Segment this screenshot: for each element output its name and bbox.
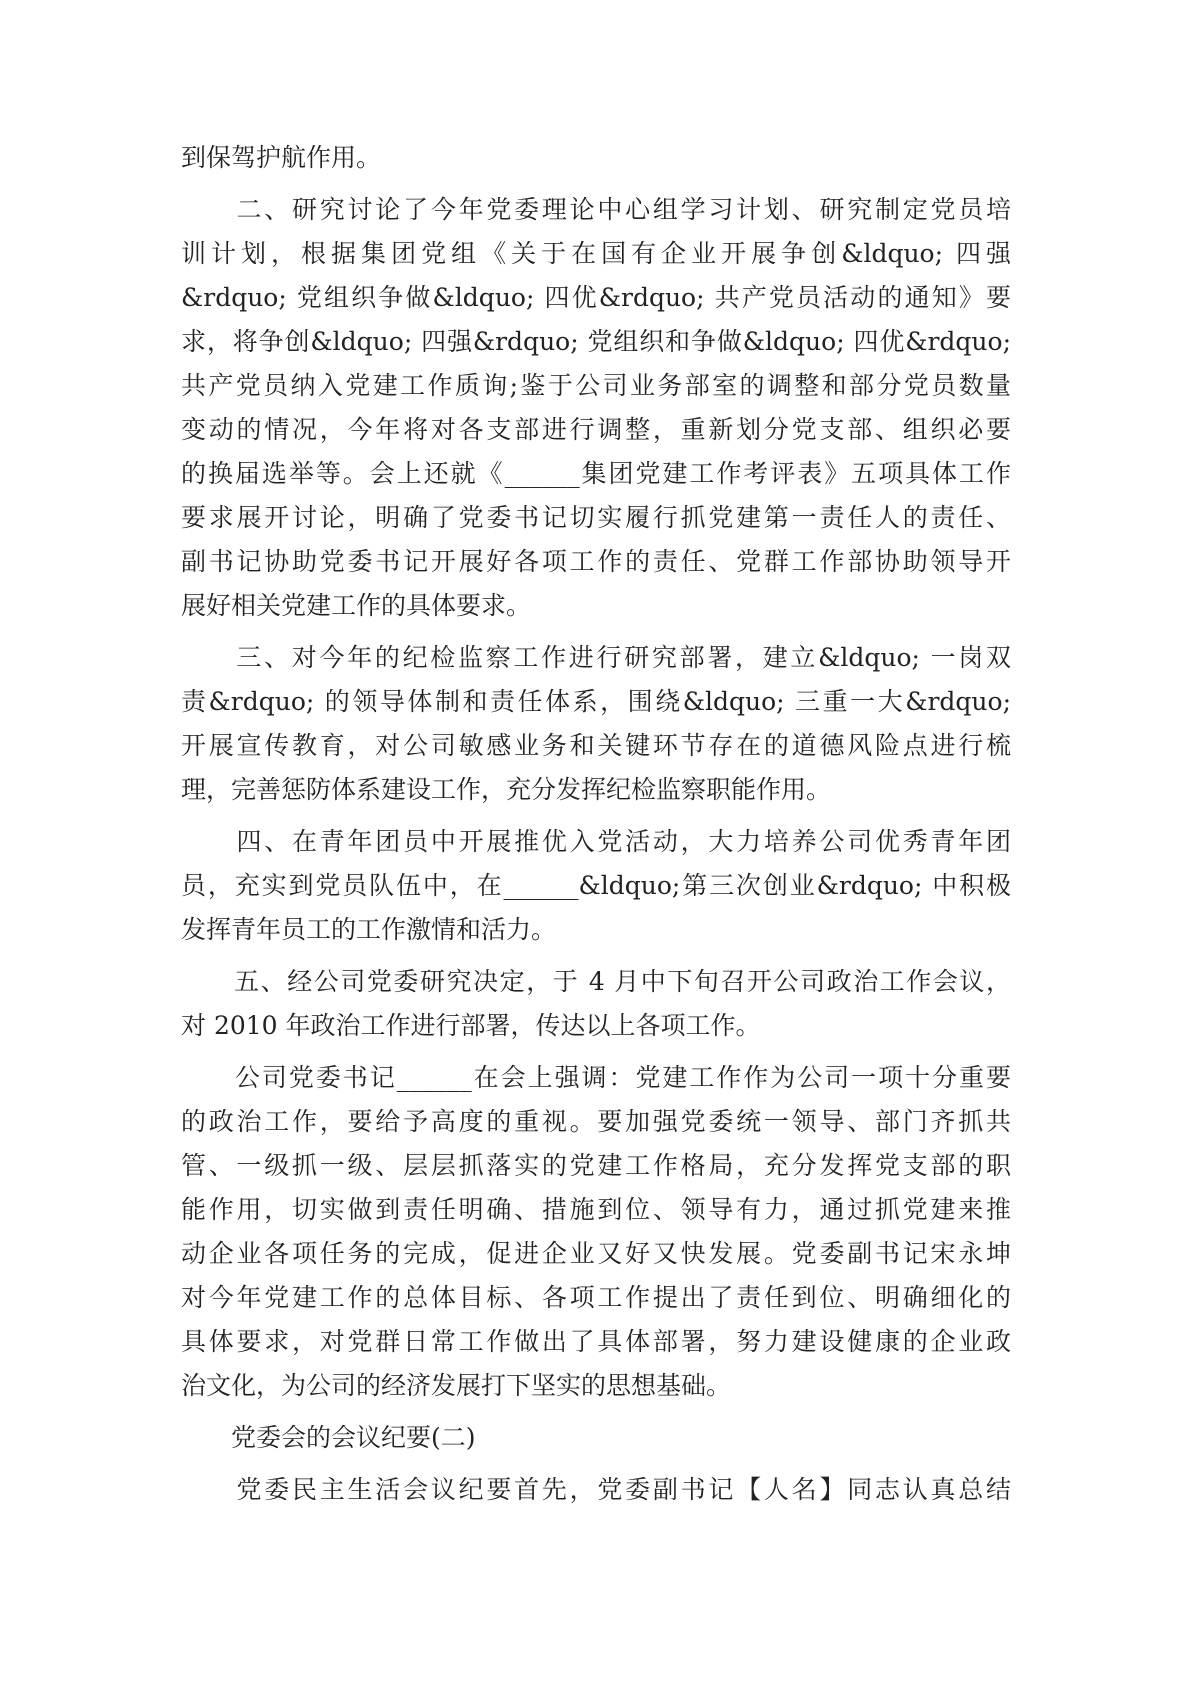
text-line: 展好相关党建工作的具体要求。 — [181, 591, 532, 620]
paragraph-gap — [181, 812, 1011, 820]
text-line: 五、经公司党委研究决定，于 4 月中下旬召开公司政治工作会议， — [181, 967, 1011, 996]
text-line: 治文化，为公司的经济发展打下坚实的思想基础。 — [181, 1371, 732, 1400]
text-line: 对今年党建工作的总体目标、各项工作提出了责任到位、明确细化的 — [181, 1283, 1011, 1312]
text-line: 共产党员纳入党建工作质询;鉴于公司业务部室的调整和部分党员数量 — [181, 371, 1011, 400]
paragraph-gap — [181, 952, 1011, 960]
text-line: 要求展开讨论，明确了党委书记切实履行抓党建第一责任人的责任、 — [181, 503, 1011, 532]
text-line: 副书记协助党委书记开展好各项工作的责任、党群工作部协助领导开 — [181, 547, 1011, 576]
paragraph-gap — [181, 628, 1011, 636]
text-line: 责&rdquo; 的领导体制和责任体系，围绕&ldquo; 三重一大&rdquo; — [181, 687, 1011, 716]
text-line: 公司党委书记______在会上强调：党建工作作为公司一项十分重要 — [181, 1063, 1011, 1092]
document-body — [181, 136, 1011, 1512]
text-line: 训计划，根据集团党组《关于在国有企业开展争创&ldquo; 四强 — [181, 239, 1011, 268]
text-line: 变动的情况，今年将对各支部进行调整，重新划分党支部、组织必要 — [181, 415, 1011, 444]
paragraph-gap — [181, 1048, 1011, 1056]
text-line: &rdquo; 党组织争做&ldquo; 四优&rdquo; 共产党员活动的通知》要 — [181, 283, 1011, 312]
text-line: 员，充实到党员队伍中，在______&ldquo;第三次创业&rdquo; 中积极 — [181, 871, 1011, 900]
text-line: 管、一级抓一级、层层抓落实的党建工作格局，充分发挥党支部的职 — [181, 1151, 1011, 1180]
text-line: 能作用，切实做到责任明确、措施到位、领导有力，通过抓党建来推 — [181, 1195, 1011, 1224]
paragraph-gap — [181, 180, 1011, 188]
text-line: 求，将争创&ldquo; 四强&rdquo; 党组织和争做&ldquo; 四优&rdquo; — [181, 327, 1011, 356]
text-line: 开展宣传教育，对公司敏感业务和关键环节存在的道德风险点进行梳 — [181, 731, 1011, 760]
text-line: 动企业各项任务的完成，促进企业又好又快发展。党委副书记宋永坤 — [181, 1239, 1011, 1268]
paragraph-gap — [181, 1460, 1011, 1468]
text-line: 党委民主生活会议纪要首先，党委副书记【人名】同志认真总结 — [181, 1475, 1011, 1504]
text-line: 发挥青年员工的工作激情和活力。 — [181, 915, 557, 944]
text-line: 党委会的会议纪要(二) — [181, 1423, 476, 1452]
text-line: 四、在青年团员中开展推优入党活动，大力培养公司优秀青年团 — [181, 827, 1011, 856]
text-line: 的换届选举等。会上还就《______集团党建工作考评表》五项具体工作 — [181, 459, 1011, 488]
text-line: 具体要求，对党群日常工作做出了具体部署，努力建设健康的企业政 — [181, 1327, 1011, 1356]
text-line: 的政治工作，要给予高度的重视。要加强党委统一领导、部门齐抓共 — [181, 1107, 1011, 1136]
text-line: 二、研究讨论了今年党委理论中心组学习计划、研究制定党员培 — [181, 195, 1011, 224]
text-line: 三、对今年的纪检监察工作进行研究部署，建立&ldquo; 一岗双 — [181, 643, 1011, 672]
text-line: 对 2010 年政治工作进行部署，传达以上各项工作。 — [181, 1011, 761, 1040]
text-line: 理，完善惩防体系建设工作，充分发挥纪检监察职能作用。 — [181, 775, 832, 804]
paragraph-gap — [181, 1408, 1011, 1416]
text-line: 到保驾护航作用。 — [181, 143, 382, 172]
